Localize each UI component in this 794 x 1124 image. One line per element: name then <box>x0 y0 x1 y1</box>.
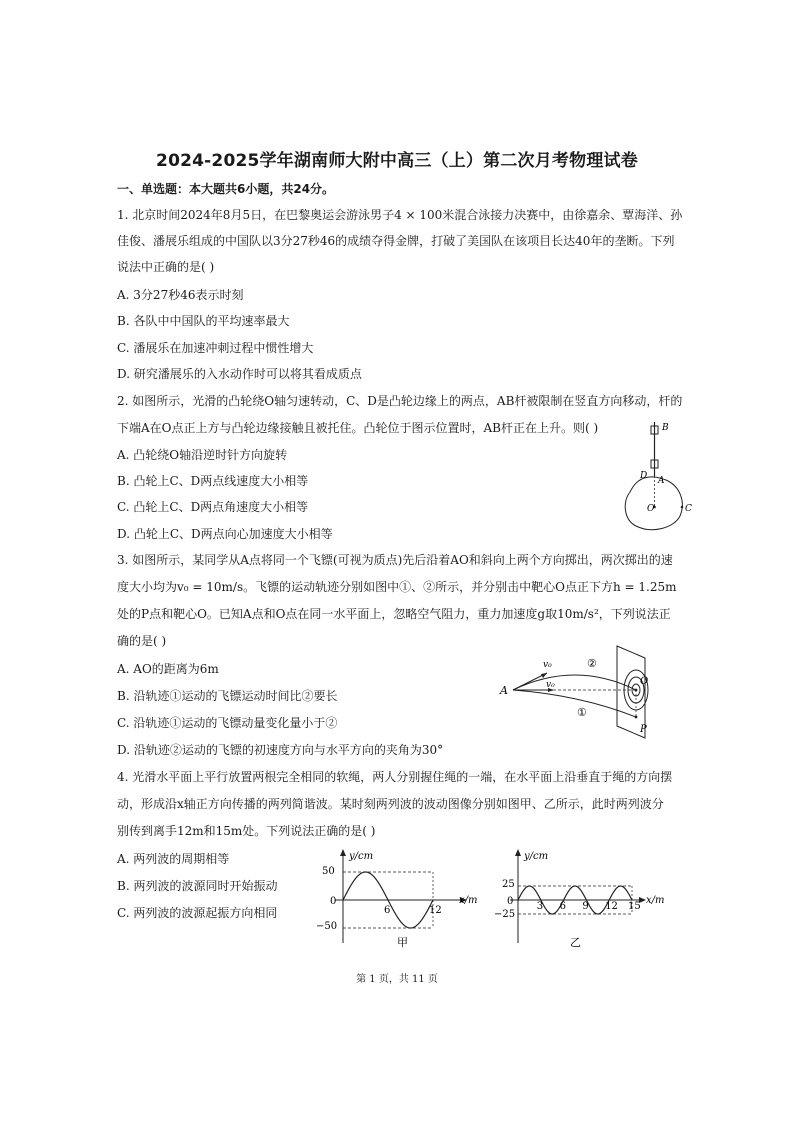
chart-title-jia: 甲 <box>397 936 408 949</box>
x-axis-label: x/m <box>646 895 665 906</box>
q3-line3: 处的P点和靶心O。已知A点和O点在同一水平面上，忽略空气阻力，重力加速度g取10m/s²，下列说法正 <box>117 607 671 621</box>
q2-option-d: D. 凸轮上C、D两点向心加速度大小相等 <box>117 527 333 541</box>
wave-chart-yi <box>490 845 680 950</box>
q3-option-b: B. 沿轨迹①运动的飞镖运动时间比②要长 <box>117 689 338 703</box>
y-tick-50: 50 <box>322 866 335 877</box>
label-trajectory-2: ② <box>587 657 597 670</box>
x-tick-6: 6 <box>559 901 566 912</box>
q2-option-c: C. 凸轮上C、D两点角速度大小相等 <box>117 500 309 514</box>
q1-line2: 佳俊、潘展乐组成的中国队以3分27秒46的成绩夺得金牌，打破了美国队在该项目长达40年的垄断。下列 <box>117 234 675 248</box>
v0-arrowhead-up <box>541 673 547 678</box>
x-tick-3: 3 <box>536 901 544 912</box>
label-c: C <box>685 504 692 514</box>
q2-option-a: A. 凸轮绕O轴沿逆时针方向旋转 <box>117 448 288 462</box>
q3-line1: 3. 如图所示，某同学从A点将同一个飞镖(可视为质点)先后沿着AO和斜向上两个方向掷出，两次掷出的速 <box>117 553 673 567</box>
q2-line2: 下端A在O点正上方与凸轮边缘接触且被托住。凸轮位于图示位置时，AB杆正在上升。则( ) <box>117 421 599 435</box>
x-tick-12: 12 <box>429 905 442 916</box>
label-trajectory-1: ① <box>577 706 587 719</box>
q3-line4: 确的是( ) <box>117 634 167 648</box>
wave-chart-jia <box>315 845 490 950</box>
x-tick-9: 9 <box>582 901 589 912</box>
q3-line2: 度大小均为v₀ = 10m/s。飞镖的运动轨迹分别如图中①、②所示，并分别击中靶心O点正下方h = 1.25m <box>117 580 677 594</box>
q2-line1: 2. 如图所示，光滑的凸轮绕O轴匀速转动，C、D是凸轮边缘上的两点，AB杆被限制在竖直方向移动，杆的 <box>117 394 683 408</box>
label-v0-up: v₀ <box>543 660 552 670</box>
y-axis-label: y/cm <box>349 851 374 862</box>
q1-line3: 说法中正确的是( ) <box>117 260 215 274</box>
q3-option-d: D. 沿轨迹②运动的飞镖的初速度方向与水平方向的夹角为30° <box>117 743 444 757</box>
label-b: B <box>662 423 669 433</box>
chart-title-yi: 乙 <box>570 936 581 949</box>
q3-option-a: A. AO的距离为6m <box>117 662 219 676</box>
label-o: O <box>647 504 655 514</box>
cam-figure <box>610 420 700 540</box>
q1-option-d: D. 研究潘展乐的入水动作时可以将其看成质点 <box>117 367 362 381</box>
q4-line3: 别传到离手12m和15m处。下列说法正确的是( ) <box>117 824 376 838</box>
y-tick-25: 25 <box>502 879 515 890</box>
q3-option-c: C. 沿轨迹①运动的飞镖动量变化量小于② <box>117 716 338 730</box>
q4-line1: 4. 光滑水平面上平行放置两根完全相同的软绳，两人分别握住绳的一端，在水平面上沿垂直于绳的方向摆 <box>117 770 673 784</box>
q1-option-c: C. 潘展乐在加速冲刺过程中惯性增大 <box>117 341 314 355</box>
dart-figure <box>495 640 680 740</box>
q4-line2: 动，形成沿x轴正方向传播的两列简谐波。某时刻两列波的波动图像分别如图甲、乙所示，此时两列波分 <box>117 797 664 811</box>
trajectory-1 <box>513 690 636 717</box>
label-v0-flat: v₀ <box>546 680 555 690</box>
y-tick-neg25: −25 <box>494 909 516 920</box>
q1-option-a: A. 3分27秒46表示时刻 <box>117 288 244 302</box>
page-title: 2024-2025学年湖南师大附中高三（上）第二次月考物理试卷 <box>156 151 638 171</box>
x-axis-label: x/m <box>459 895 478 906</box>
q2-option-b: B. 凸轮上C、D两点线速度大小相等 <box>117 474 309 488</box>
section-heading: 一、单选题：本大题共6小题，共24分。 <box>117 182 335 196</box>
q4-option-b: B. 两列波的波源同时开始振动 <box>117 879 278 893</box>
y-axis-label: y/cm <box>524 851 549 862</box>
label-p: P <box>640 724 647 735</box>
label-a: A <box>658 476 665 486</box>
label-a: A <box>500 684 508 697</box>
y-axis-arrow <box>515 849 521 856</box>
y-tick-neg50: −50 <box>316 921 338 932</box>
q1-option-b: B. 各队中中国队的平均速率最大 <box>117 314 290 328</box>
y-axis-arrow <box>340 849 346 856</box>
page-footer: 第 1 页，共 11 页 <box>356 974 438 985</box>
q1-line1: 1. 北京时间2024年8月5日，在巴黎奥运会游泳男子4 × 100米混合泳接力决赛中，由徐嘉余、覃海洋、孙 <box>117 208 683 222</box>
x-tick-6: 6 <box>384 905 391 916</box>
y-tick-0: 0 <box>330 896 337 907</box>
x-tick-15: 15 <box>628 901 641 912</box>
trajectory-2 <box>513 675 636 690</box>
label-d: D <box>640 471 648 481</box>
label-o: O <box>640 676 649 687</box>
x-tick-12: 12 <box>605 901 618 912</box>
c-point <box>681 506 684 509</box>
q4-option-c: C. 两列波的波源起振方向相同 <box>117 906 278 920</box>
y-tick-0: 0 <box>507 896 514 907</box>
q4-option-a: A. 两列波的周期相等 <box>117 852 230 866</box>
